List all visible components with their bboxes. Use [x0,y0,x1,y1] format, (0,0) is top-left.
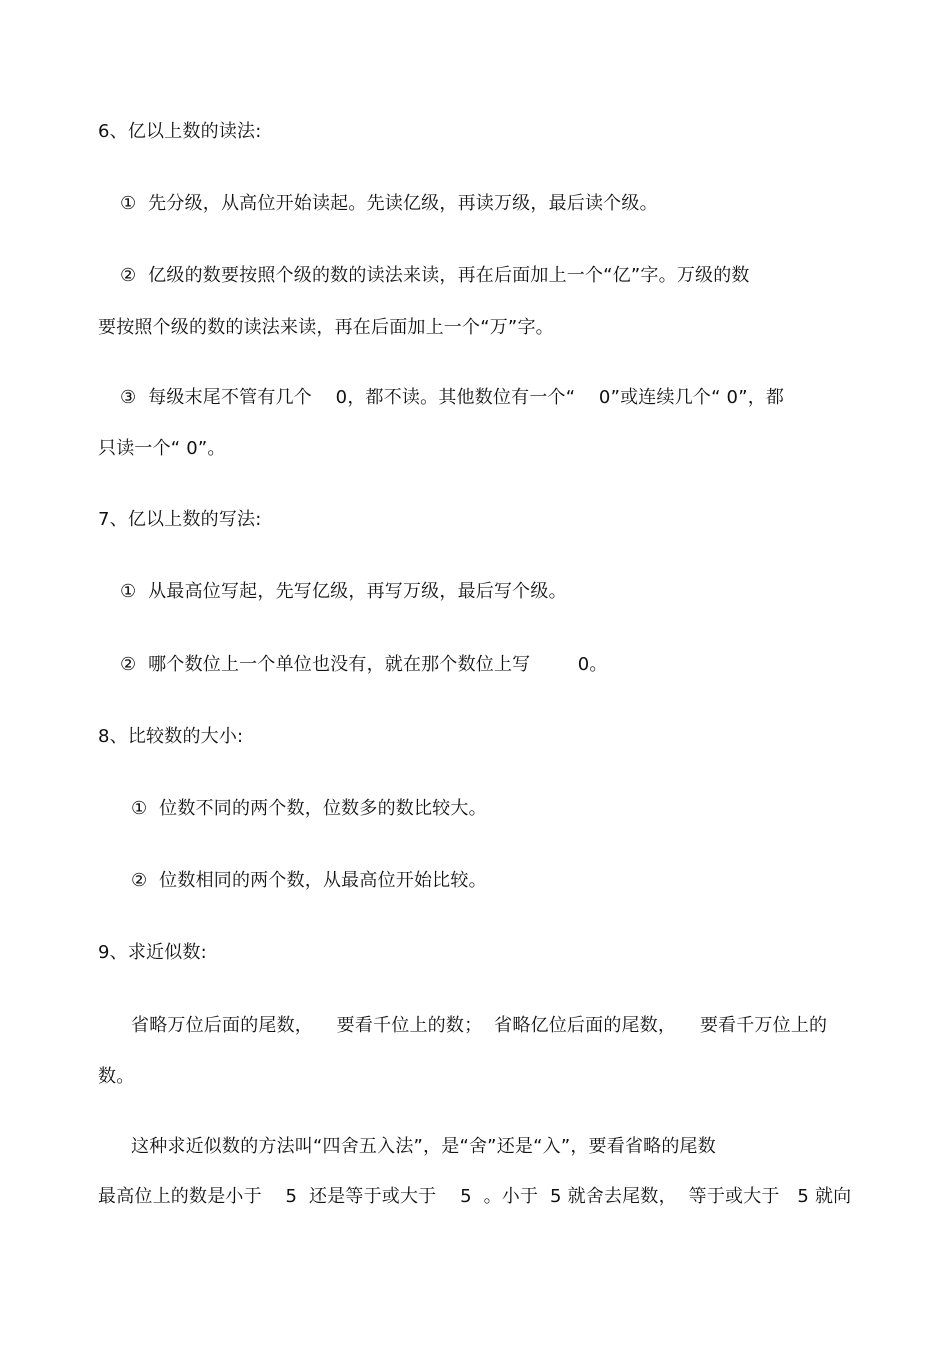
section-8-item-1: ① 位数不同的两个数，位数多的数比较大。 [131,798,487,819]
section-9-heading: 9、求近似数: [98,942,207,963]
section-6-item-3-line-2: 只读一个“ 0”。 [98,438,226,459]
section-9-paragraph-1-line-1: 省略万位后面的尾数， 要看千位上的数； 省略亿位后面的尾数， 要看千万位上的 [131,1015,828,1036]
section-8-item-2: ② 位数相同的两个数，从最高位开始比较。 [131,870,487,891]
section-7-item-2: ② 哪个数位上一个单位也没有，就在那个数位上写 0。 [120,654,608,675]
section-6-item-1: ① 先分级，从高位开始读起。先读亿级，再读万级，最后读个级。 [120,193,658,214]
section-6-heading: 6、亿以上数的读法: [98,121,262,142]
section-7-item-1: ① 从最高位写起，先写亿级，再写万级，最后写个级。 [120,581,567,602]
section-6-item-2-line-1: ② 亿级的数要按照个级的数的读法来读，再在后面加上一个“亿”字。万级的数 [120,265,750,286]
section-6-item-3-line-1: ③ 每级末尾不管有几个 0，都不读。其他数位有一个“ 0”或连续几个“ 0”，都 [120,387,785,408]
section-9-paragraph-2-line-2: 最高位上的数是小于 5 还是等于或大于 5 。小于 5 就舍去尾数， 等于或大于 5 就向 [98,1186,852,1207]
section-9-paragraph-2-line-1: 这种求近似数的方法叫“四舍五入法”，是“舍”还是“入”，要看省略的尾数 [131,1136,716,1157]
section-8-heading: 8、比较数的大小: [98,726,244,747]
section-9-paragraph-1-line-2: 数。 [98,1066,135,1087]
section-7-heading: 7、亿以上数的写法: [98,509,262,530]
section-6-item-2-line-2: 要按照个级的数的读法来读，再在后面加上一个“万”字。 [98,317,554,338]
